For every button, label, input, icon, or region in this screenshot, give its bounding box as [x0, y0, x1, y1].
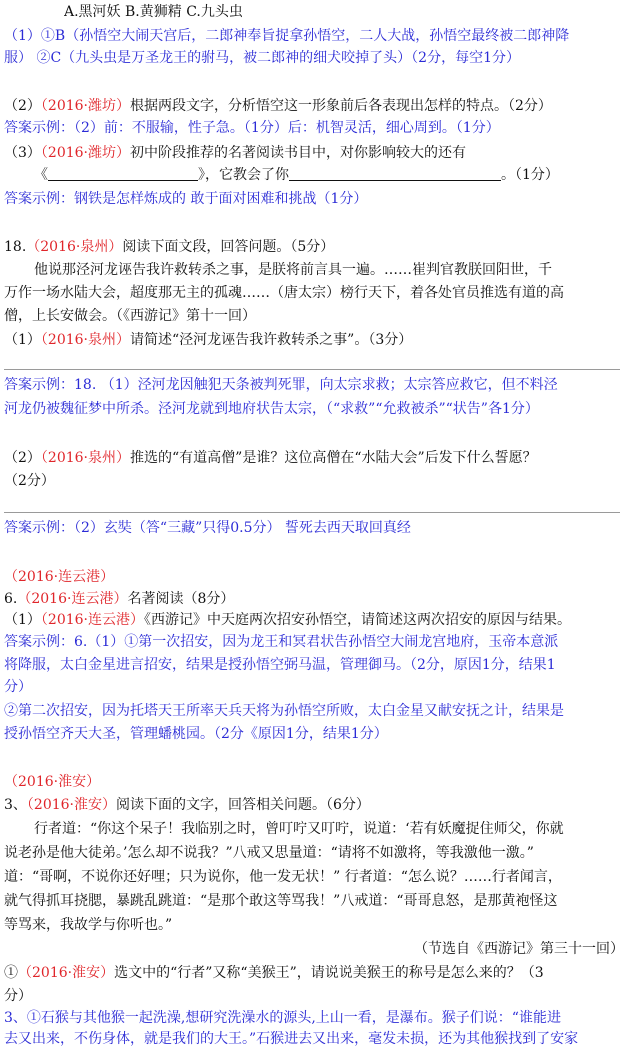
question-text: 阅读下面的文字，回答相关问题。（6分）	[116, 797, 370, 813]
answer-line: 答案示例：6.（1）①第一次招安，因为龙王和冥君状告孙悟空大闹龙宫地府，玉帝本意派	[4, 634, 559, 650]
question-line	[4, 610, 636, 630]
answer-line: 服） ②C（九头虫是万圣龙王的驸马，被二郎神的细犬咬掉了头）（2分，每空1分）	[4, 50, 520, 66]
source-heading: （2016·淮安）	[4, 774, 101, 790]
source-tag: （2016·潍坊）	[40, 98, 131, 114]
question-text: 阅读下面文段，回答问题。（5分）	[122, 239, 335, 255]
question-number: ①	[4, 965, 18, 981]
passage-line: 僧，上长安做会。（《西游记》第十一回）	[4, 308, 256, 324]
answer-line: ②第二次招安，因为托塔天王所率天兵天将为孙悟空所败，太白金星又献安抚之计，结果是	[4, 703, 564, 719]
question-line	[4, 143, 636, 163]
answer-line: （1）①B（孙悟空大闹天宫后，二郎神奉旨捉拿孙悟空，二人大战，孙悟空最终被二郎神降	[4, 28, 570, 44]
question-number: （2）	[4, 450, 41, 466]
answer-line: 去又出来，不伤身体，就是我们的大王。”石猴进去又出来，毫发未损，还为其他猴找到了安家	[4, 1031, 579, 1047]
answer-line: 3、①石猴与其他猴一起洗澡,想研究洗澡水的源头,上山一看，是瀑布。猴子们说：“谁能进	[4, 1010, 561, 1026]
blank-open: 《	[34, 167, 48, 183]
question-text: 根据两段文字，分析悟空这一形象前后各表现出怎样的特点。（2分）	[130, 98, 552, 114]
lesson-blank	[289, 166, 501, 181]
question-text: 名著阅读（8分）	[127, 591, 235, 607]
passage-line: 就气得抓耳挠腮，暴跳乱跳道：“是那个敢这等骂我！”八戒道：“哥哥息怒，是那黄袍怪这	[4, 893, 558, 909]
answer-line: 答案示例：（2）前：不服输，性子急。（1分）后：机智灵活，细心周到。（1分）	[4, 120, 500, 136]
question-number: （1）	[4, 332, 41, 348]
question-text: 选文中的“行者”又称“美猴王”，请说说美猴王的称号是怎么来的？（3	[114, 965, 544, 981]
question-text: 《西游记》中天庭两次招安孙悟空，请简述这两次招安的原因与结果。	[144, 612, 572, 628]
question-number: （2）	[4, 98, 41, 114]
question-line	[4, 963, 636, 983]
passage-line: 等骂来，我故学与你听也。”	[4, 917, 173, 933]
answer-line: 答案示例：18. （1）泾河龙因触犯天条被判死罪，向太宗求救；太宗答应救它，但不料泾	[4, 377, 558, 393]
question-line	[4, 96, 636, 116]
question-line	[4, 448, 636, 468]
question-number: （3）	[4, 145, 41, 161]
question-number: 18.	[4, 239, 27, 255]
source-tag: （2016·潍坊）	[40, 145, 131, 161]
blank-end: 。（1分）	[501, 167, 559, 183]
question-line	[4, 237, 636, 257]
book-blank	[48, 166, 198, 181]
source-tag: （2016·泉州）	[40, 332, 131, 348]
source-tag: （2016·泉州）	[26, 239, 123, 255]
answer-line: 答案示例：（2）玄奘（答“三藏”只得0.5分） 誓死去西天取回真经	[4, 520, 411, 536]
source-tag: （2016·淮安）	[18, 965, 115, 981]
source-tag: （2016·淮安）	[26, 797, 117, 813]
question-line	[4, 795, 636, 815]
source-tag: （2016·连云港）	[17, 591, 128, 607]
passage-line: 说老孙是他大徒弟。’怎么却不说我？”八戒又思量道：“请将不如激将，等我激他一激。”	[4, 845, 534, 861]
question-line: 分）	[4, 988, 32, 1004]
question-line: （2分）	[4, 473, 55, 489]
source-tag: （2016·泉州）	[40, 450, 131, 466]
passage-source: （节选自《西游记》第三十一回）	[414, 941, 624, 957]
divider	[4, 369, 620, 370]
passage-line: 行者道：“你这个呆子！我临别之时，曾叮咛又叮咛，说道：‘若有妖魔捉住师父，你就	[34, 821, 564, 837]
question-number: 3、	[4, 797, 27, 813]
passage-line: 他说那泾河龙诬告我许救转杀之事，是朕将前言具一遍。……崔判官教朕回阳世，千	[34, 262, 552, 278]
options-line: A.黑河妖 B.黄狮精 C.九头虫	[64, 4, 243, 20]
question-number: 6.	[4, 591, 18, 607]
blank-mid: 》，它教会了你	[198, 167, 289, 183]
source-heading: （2016·连云港）	[4, 569, 115, 585]
question-text: 请简述“泾河龙诬告我许救转杀之事”。（3分）	[130, 332, 413, 348]
answer-line: 河龙仍被魏征梦中所杀。泾河龙就到地府状告太宗，（“求救”“允救被杀”“状告”各1分）	[4, 401, 539, 417]
answer-line: 答案示例：钢铁是怎样炼成的 敢于面对困难和挑战（1分）	[4, 191, 368, 207]
question-line	[4, 589, 636, 609]
answer-line: 将降服，太白金星进言招安，结果是授孙悟空弼马温，管理御马。（2分，原因1分，结果1	[4, 657, 556, 673]
question-blank-line	[4, 165, 636, 185]
answer-line: 授孙悟空齐天大圣，管理蟠桃园。（2分《原因1分，结果1分）	[4, 726, 388, 742]
question-number: （1）	[4, 612, 41, 628]
passage-line: 道：“哥啊，不说你还好哩；只为说你，他一发无状！” 行者道：“怎么说？……行者闻言，	[4, 869, 562, 885]
answer-line: 分）	[4, 679, 32, 695]
passage-line: 万作一场水陆大会，超度那无主的孤魂……（唐太宗）榜行天下，着各处官员推选有道的高	[4, 285, 564, 301]
question-line	[4, 330, 636, 350]
divider	[4, 512, 620, 513]
question-text: 初中阶段推荐的名著阅读书目中，对你影响较大的还有	[130, 145, 467, 161]
question-text: 推选的“有道高僧”是谁？这位高僧在“水陆大会”后发下什么誓愿？	[130, 450, 537, 466]
source-tag: （2016·连云港）	[40, 612, 145, 628]
